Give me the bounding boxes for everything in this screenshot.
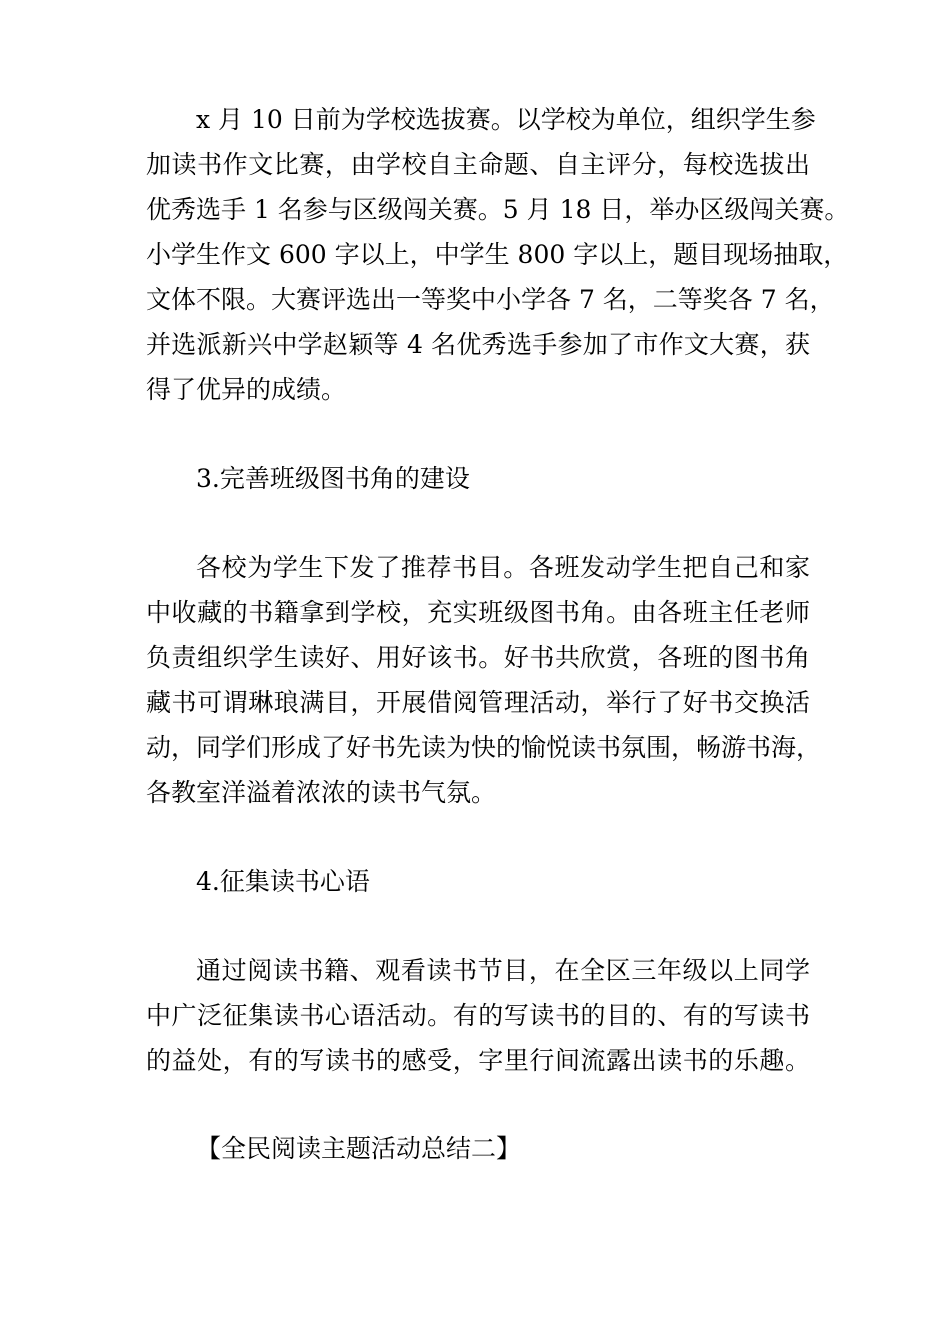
- text-line: 并选派新兴中学赵颖等 4 名优秀选手参加了市作文大赛，获: [146, 330, 810, 359]
- text-line: 小学生作文 600 字以上，中学生 800 字以上，题目现场抽取，: [146, 240, 849, 269]
- text-line: 各校为学生下发了推荐书目。各班发动学生把自己和家: [196, 553, 810, 582]
- text-line: 负责组织学生读好、用好该书。好书共欣赏，各班的图书角: [146, 643, 810, 672]
- text-line: 中收藏的书籍拿到学校，充实班级图书角。由各班主任老师: [146, 598, 810, 627]
- section-heading-reading-quotes: 4.征集读书心语: [196, 867, 370, 896]
- text-line: 藏书可谓琳琅满目，开展借阅管理活动，举行了好书交换活: [146, 688, 810, 717]
- text-line: 得了优异的成绩。: [146, 375, 347, 404]
- text-line: 中广泛征集读书心语活动。有的写读书的目的、有的写读书: [146, 1001, 810, 1030]
- text-line: 加读书作文比赛，由学校自主命题、自主评分，每校选拔出: [146, 150, 810, 179]
- text-line: x 月 10 日前为学校选拔赛。以学校为单位，组织学生参: [196, 105, 816, 134]
- text-line: 的益处，有的写读书的感受，字里行间流露出读书的乐趣。: [146, 1046, 810, 1075]
- text-line: 各教室洋溢着浓浓的读书气氛。: [146, 778, 497, 807]
- section-title-summary-two: 【全民阅读主题活动总结二】: [196, 1134, 522, 1163]
- text-line: 文体不限。大赛评选出一等奖中小学各 7 名，二等奖各 7 名，: [146, 285, 835, 314]
- text-line: 优秀选手 1 名参与区级闯关赛。5 月 18 日，举办区级闯关赛。: [146, 195, 850, 224]
- section-heading-book-corner: 3.完善班级图书角的建设: [196, 464, 470, 493]
- text-line: 动，同学们形成了好书先读为快的愉悦读书氛围，畅游书海，: [146, 733, 822, 762]
- text-line: 通过阅读书籍、观看读书节目，在全区三年级以上同学: [196, 956, 810, 985]
